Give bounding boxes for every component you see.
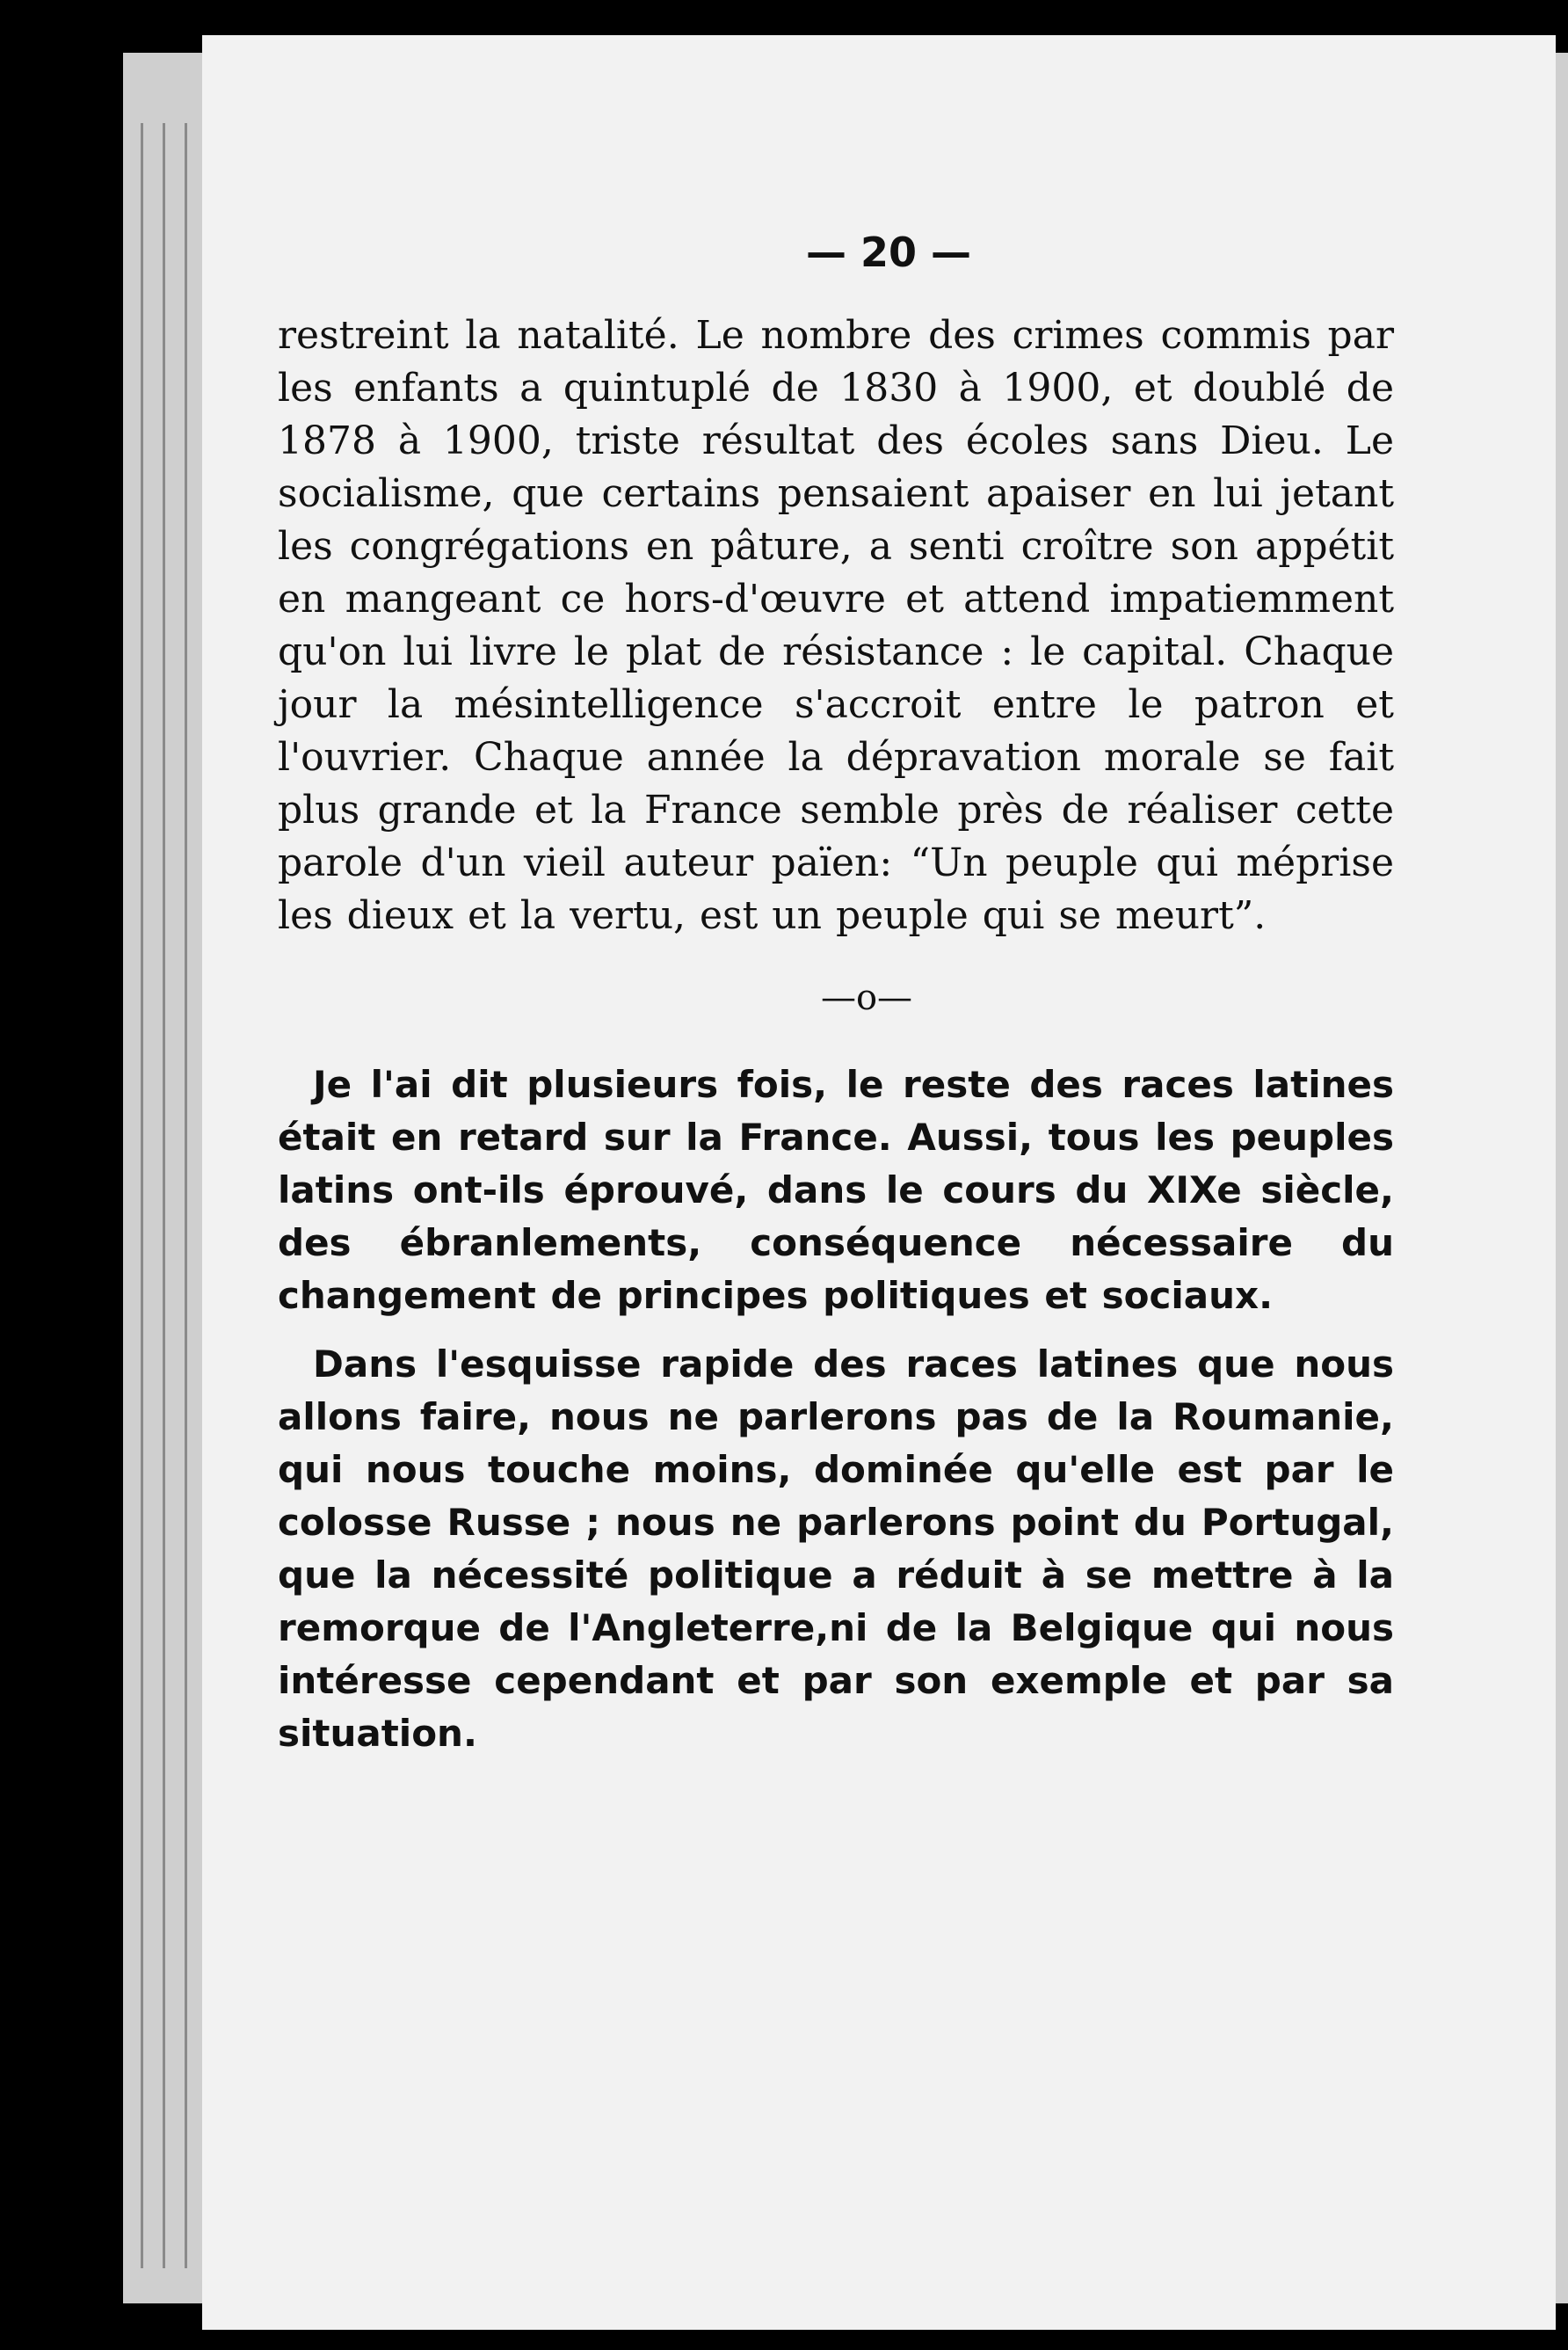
paragraph-1: restreint la natalité. Le nombre des crimes commis par les enfants a quintuplé de 1830 à 1900, et doublé de 1878 à 1900, triste résultat des écoles sans Dieu. Le socialisme, que certains pensaient apaiser en lui jetant les congrégations en pâture, a senti croître son appétit en mangeant ce hors-d'œuvre et attend impatiemment qu'on lui livre le plat de résistance : le capital. Chaque jour la mésintelligence s'accroit entre le patron et l'ouvrier. Chaque année la dépravation morale se fait plus grande et la France semble près de réaliser cette parole d'un vieil auteur païen: “Un peuple qui méprise les dieux et la vertu, est un peuple qui se meurt”. — [278, 313, 1394, 938]
page-number: — 20 — — [805, 229, 972, 276]
paragraph-3: Dans l'esquisse rapide des races latines que nous allons faire, nous ne parlerons pas de la Roumanie, qui nous touche moins, dominée qu'elle est par le colosse Russe ; nous ne parlerons point du Portugal, que la nécessité politique a réduit à se mettre à la remorque de l'Angleterre,ni de la Belgique qui nous intéresse cependant et par son exemple et par sa situation. — [278, 1342, 1394, 1755]
paragraph-2: Je l'ai dit plusieurs fois, le reste des races latines était en retard sur la France. Aussi, tous les peuples latins ont-ils éprouvé, dans le cours du XIXe siècle, des ébranlements, conséquence nécessaire du changement de principes politiques et sociaux. — [278, 1063, 1394, 1317]
page-edge — [163, 123, 165, 2268]
page-content — [278, 229, 1394, 1776]
page-edge — [185, 123, 187, 2268]
section-separator: —o— — [820, 978, 913, 1018]
page-edge — [141, 123, 143, 2268]
